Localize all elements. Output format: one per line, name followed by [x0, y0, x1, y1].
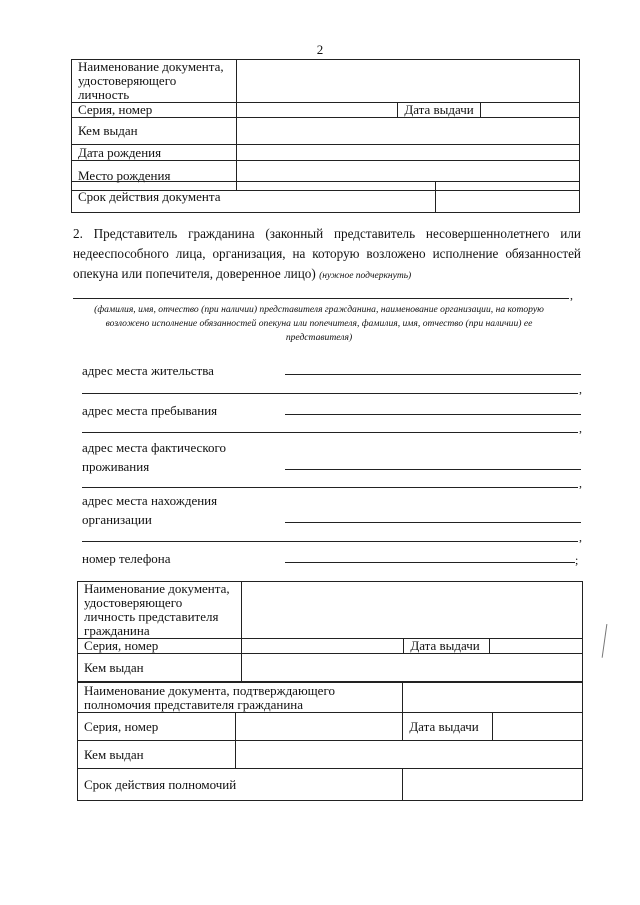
org-address-line-2[interactable]	[82, 541, 578, 542]
residence-line-2[interactable]	[82, 393, 578, 394]
series-number-label: Серия, номер	[72, 103, 237, 118]
validity-label: Срок действия документа	[72, 182, 436, 213]
rep-doc-name-field[interactable]	[241, 582, 582, 639]
representative-name-hint: (фамилия, имя, отчество (при наличии) представителя гражданина, наименование организации, на которую возложено исполнение обязанностей опекуна или попечителя, фамилия, имя, отчество (при наличии) ее представителя)	[94, 304, 544, 343]
residence-comma: ,	[579, 382, 582, 396]
actual-residence-comma: ,	[579, 476, 582, 490]
residence-label: адрес места жительства	[82, 363, 214, 378]
auth-issued-by-label: Кем выдан	[78, 741, 236, 769]
page-number: 2	[316, 42, 324, 57]
auth-validity-label: Срок действия полномочий	[78, 769, 403, 801]
org-address-label-2: организации	[82, 512, 152, 527]
stay-label: адрес места пребывания	[82, 403, 218, 418]
auth-validity-field[interactable]	[403, 769, 583, 801]
birth-place-label: Место рождения	[72, 161, 237, 191]
org-address-comma: ,	[579, 530, 582, 544]
auth-issue-date-label: Дата выдачи	[403, 713, 493, 741]
auth-doc-name-label: Наименование документа, подтверждающего полномочия представителя гражданина	[78, 683, 403, 713]
birth-date-label: Дата рождения	[72, 145, 237, 161]
stay-line-2[interactable]	[82, 432, 578, 433]
auth-doc-name-field[interactable]	[403, 683, 583, 713]
auth-series-number-field[interactable]	[235, 713, 403, 741]
section-2-paragraph	[73, 224, 581, 286]
residence-line-1[interactable]	[285, 374, 581, 375]
issued-by-label: Кем выдан	[72, 118, 237, 145]
birth-date-field[interactable]	[236, 145, 579, 161]
rep-series-number-label: Серия, номер	[78, 639, 242, 654]
org-address-line-1[interactable]	[285, 522, 581, 523]
identity-document-table	[71, 59, 580, 191]
org-address-label-1: адрес места нахождения	[82, 493, 218, 508]
underline-note: (нужное подчеркнуть)	[319, 271, 412, 281]
auth-series-number-label: Серия, номер	[78, 713, 236, 741]
stay-line-1[interactable]	[285, 414, 581, 415]
phone-semicolon: ;	[575, 553, 579, 567]
doc-name-label: Наименование документа, удостоверяющего личность	[72, 60, 237, 103]
doc-name-field[interactable]	[236, 60, 579, 103]
phone-label: номер телефона	[82, 551, 171, 566]
auth-issue-date-field[interactable]	[493, 713, 583, 741]
phone-line[interactable]	[285, 562, 575, 563]
validity-row-table	[71, 181, 580, 213]
section-2-text: 2. Представитель гражданина (законный представитель несовершеннолетнего или недееспособного лица, организация, на которую возложено исполнение обязанностей опекуна или попечителя, доверенное лицо)	[73, 226, 581, 281]
actual-residence-line-1[interactable]	[285, 469, 581, 470]
issued-by-field[interactable]	[236, 118, 579, 145]
series-number-field[interactable]	[236, 103, 398, 118]
rep-series-number-field[interactable]	[241, 639, 404, 654]
rep-issue-date-field[interactable]	[490, 639, 583, 654]
issue-date-field[interactable]	[481, 103, 580, 118]
representative-name-line[interactable]	[73, 298, 569, 299]
actual-residence-line-2[interactable]	[82, 487, 578, 488]
validity-field[interactable]	[436, 182, 580, 213]
rep-doc-name-label: Наименование документа, удостоверяющего личность представителя гражданина	[78, 582, 242, 639]
actual-residence-label-1: адрес места фактического	[82, 440, 226, 455]
representative-identity-table	[77, 581, 583, 682]
margin-pen-mark	[602, 624, 610, 658]
line-comma: ,	[570, 288, 573, 302]
stay-comma: ,	[579, 421, 582, 435]
actual-residence-label-2: проживания	[82, 459, 150, 474]
rep-issued-by-label: Кем выдан	[78, 654, 242, 682]
issue-date-label: Дата выдачи	[398, 103, 481, 118]
rep-issue-date-label: Дата выдачи	[404, 639, 490, 654]
auth-issued-by-field[interactable]	[235, 741, 582, 769]
rep-issued-by-field[interactable]	[241, 654, 582, 682]
authority-document-table	[77, 682, 583, 801]
